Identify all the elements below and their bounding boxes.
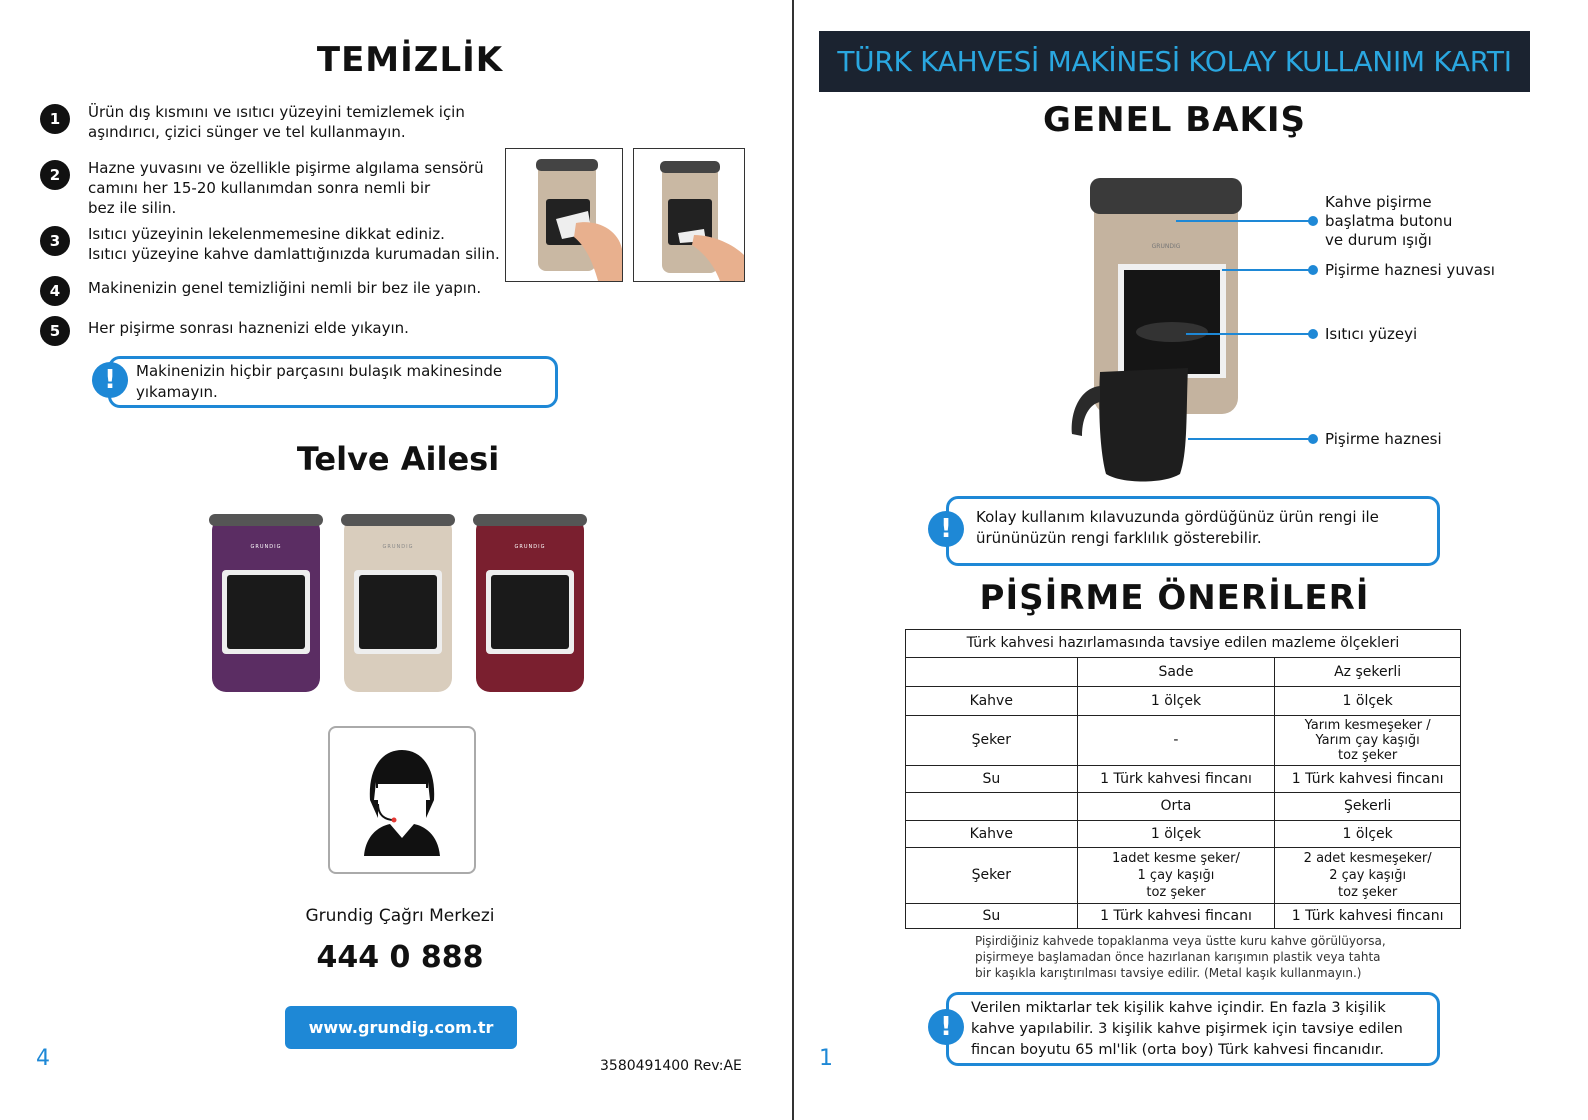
step-text: Isıtıcı yüzeyinin lekelenmemesine dikkat ediniz. Isıtıcı yüzeyine kahve damlattığınızda kurumadan silin. [88,225,500,263]
table-cell: 1 Türk kahvesi fincanı [1077,766,1275,793]
table-cell: Şeker [906,716,1078,766]
table-cell: 1 ölçek [1275,821,1461,848]
cleaning-photo-1 [505,148,623,282]
cleaning-step-5 [40,316,520,346]
step-text: Makinenizin genel temizliğini nemli bir bez ile yapın. [88,279,482,297]
dishwasher-warning-text: Makinenizin hiçbir parçasını bulaşık makinesinde yıkamayın. [136,362,503,401]
table-cell: Kahve [906,821,1078,848]
table-cell: 1 Türk kahvesi fincanı [1275,766,1461,793]
callout-dot [1308,434,1318,444]
step-number: 1 [40,104,70,134]
cleaning-step-1 [40,104,520,144]
table-head [906,658,1078,687]
page-divider [792,0,794,1120]
page-number-right: 1 [819,1046,833,1071]
call-center-icon [328,726,476,874]
website-link[interactable]: www.grundig.com.tr [285,1006,517,1049]
recipe-table [905,629,1461,929]
table-cell: 1 ölçek [1077,821,1275,848]
exclamation-icon: ! [928,1009,964,1045]
step-number: 2 [40,160,70,190]
table-cell: 2 adet kesmeşeker/ 2 çay kaşığı toz şeker [1275,848,1461,904]
callout-heater-surface: Isıtıcı yüzeyi [1325,325,1418,343]
cleaning-step-4 [40,276,520,306]
exclamation-icon: ! [928,511,964,547]
table-cell: 1adet kesme şeker/ 1 çay kaşığı toz şeker [1077,848,1275,904]
step-text: Her pişirme sonrası haznenizi elde yıkayın. [88,319,409,337]
step-text: Hazne yuvasını ve özellikle pişirme algılama sensörü camını her 15-20 kullanımdan sonra nemli bir bez ile silin. [88,159,484,217]
step-text: Ürün dış kısmını ve ısıtıcı yüzeyini temizlemek için aşındırıcı, çizici sünger ve tel kullanmayın. [88,103,465,141]
step-number: 3 [40,226,70,256]
callout-dot [1308,329,1318,339]
table-cell: 1 ölçek [1275,687,1461,716]
callout-brewing-pot: Pişirme haznesi [1325,430,1442,448]
table-cell: 1 Türk kahvesi fincanı [1275,904,1461,929]
cleaning-photo-2 [633,148,745,282]
callout-dot [1308,216,1318,226]
color-note-text: Kolay kullanım kılavuzunda gördüğünüz ürün rengi ile ürününüzün rengi farklılık gösterebilir. [976,508,1379,547]
table-cell: 1 Türk kahvesi fincanı [1077,904,1275,929]
page-number-left: 4 [36,1046,50,1071]
phone-number: 444 0 888 [316,940,484,975]
table-head: Sade [1077,658,1275,687]
cleaning-title: TEMİZLİK [316,40,504,80]
quantity-note-text: Verilen miktarlar tek kişilik kahve içindir. En fazla 3 kişilik kahve yapılabilir. 3 kişilik kahve pişirmek için tavsiye edilen fincan boyutu 65 ml'lik (orta boy) Türk kahvesi fincanıdır. [971,1000,1403,1058]
table-head: Şekerli [1275,793,1461,821]
table-cell: Şeker [906,848,1078,904]
document-code: 3580491400 Rev:AE [600,1058,742,1074]
callout-line [1222,269,1312,271]
family-title: Telve Ailesi [296,440,500,478]
machine-wipe-illustration [506,149,622,281]
table-cell: - [1077,716,1275,766]
step-number: 4 [40,276,70,306]
table-cell: Yarım kesmeşeker / Yarım çay kaşığı toz şeker [1275,716,1461,766]
step-number: 5 [40,316,70,346]
svg-text:GRUNDIG: GRUNDIG [1151,243,1181,250]
heater-wipe-illustration [634,149,744,281]
table-cell: 1 ölçek [1077,687,1275,716]
machine-burgundy: GRUNDIG [476,520,584,692]
table-cell: Su [906,766,1078,793]
cleaning-step-3 [40,226,520,266]
table-cell: Su [906,904,1078,929]
table-head: Orta [1077,793,1275,821]
callout-line [1186,333,1312,335]
recipes-title: PİŞİRME ÖNERİLERİ [979,578,1370,618]
callout-pot-slot: Pişirme haznesi yuvası [1325,261,1495,279]
table-head [906,793,1078,821]
callout-line [1176,220,1312,222]
machine-cream: GRUNDIG [344,520,452,692]
overview-title: GENEL BAKIŞ [1042,100,1307,140]
quick-guide-banner: TÜRK KAHVESİ MAKİNESİ KOLAY KULLANIM KARTI [819,31,1530,92]
table-note: Pişirdiğiniz kahvede topaklanma veya üstte kuru kahve görülüyorsa, pişirmeye başlamadan önce hazırlanan karışımın plastik veya tahta bir kaşıkla karıştırılması tavsiye edilir. (Metal kaşık kullanmayın.) [975,934,1386,980]
exclamation-icon: ! [92,362,128,398]
call-center-label: Grundig Çağrı Merkezi [305,906,495,926]
table-cell: Kahve [906,687,1078,716]
callout-dot [1308,265,1318,275]
cleaning-step-2 [40,160,520,220]
machine-purple: GRUNDIG [212,520,320,692]
table-head: Az şekerli [1275,658,1461,687]
callout-start-button: Kahve pişirme başlatma butonu ve durum ışığı [1325,193,1453,249]
callout-line [1188,438,1312,440]
table-caption: Türk kahvesi hazırlamasında tavsiye edilen mazleme ölçekleri [906,630,1461,658]
